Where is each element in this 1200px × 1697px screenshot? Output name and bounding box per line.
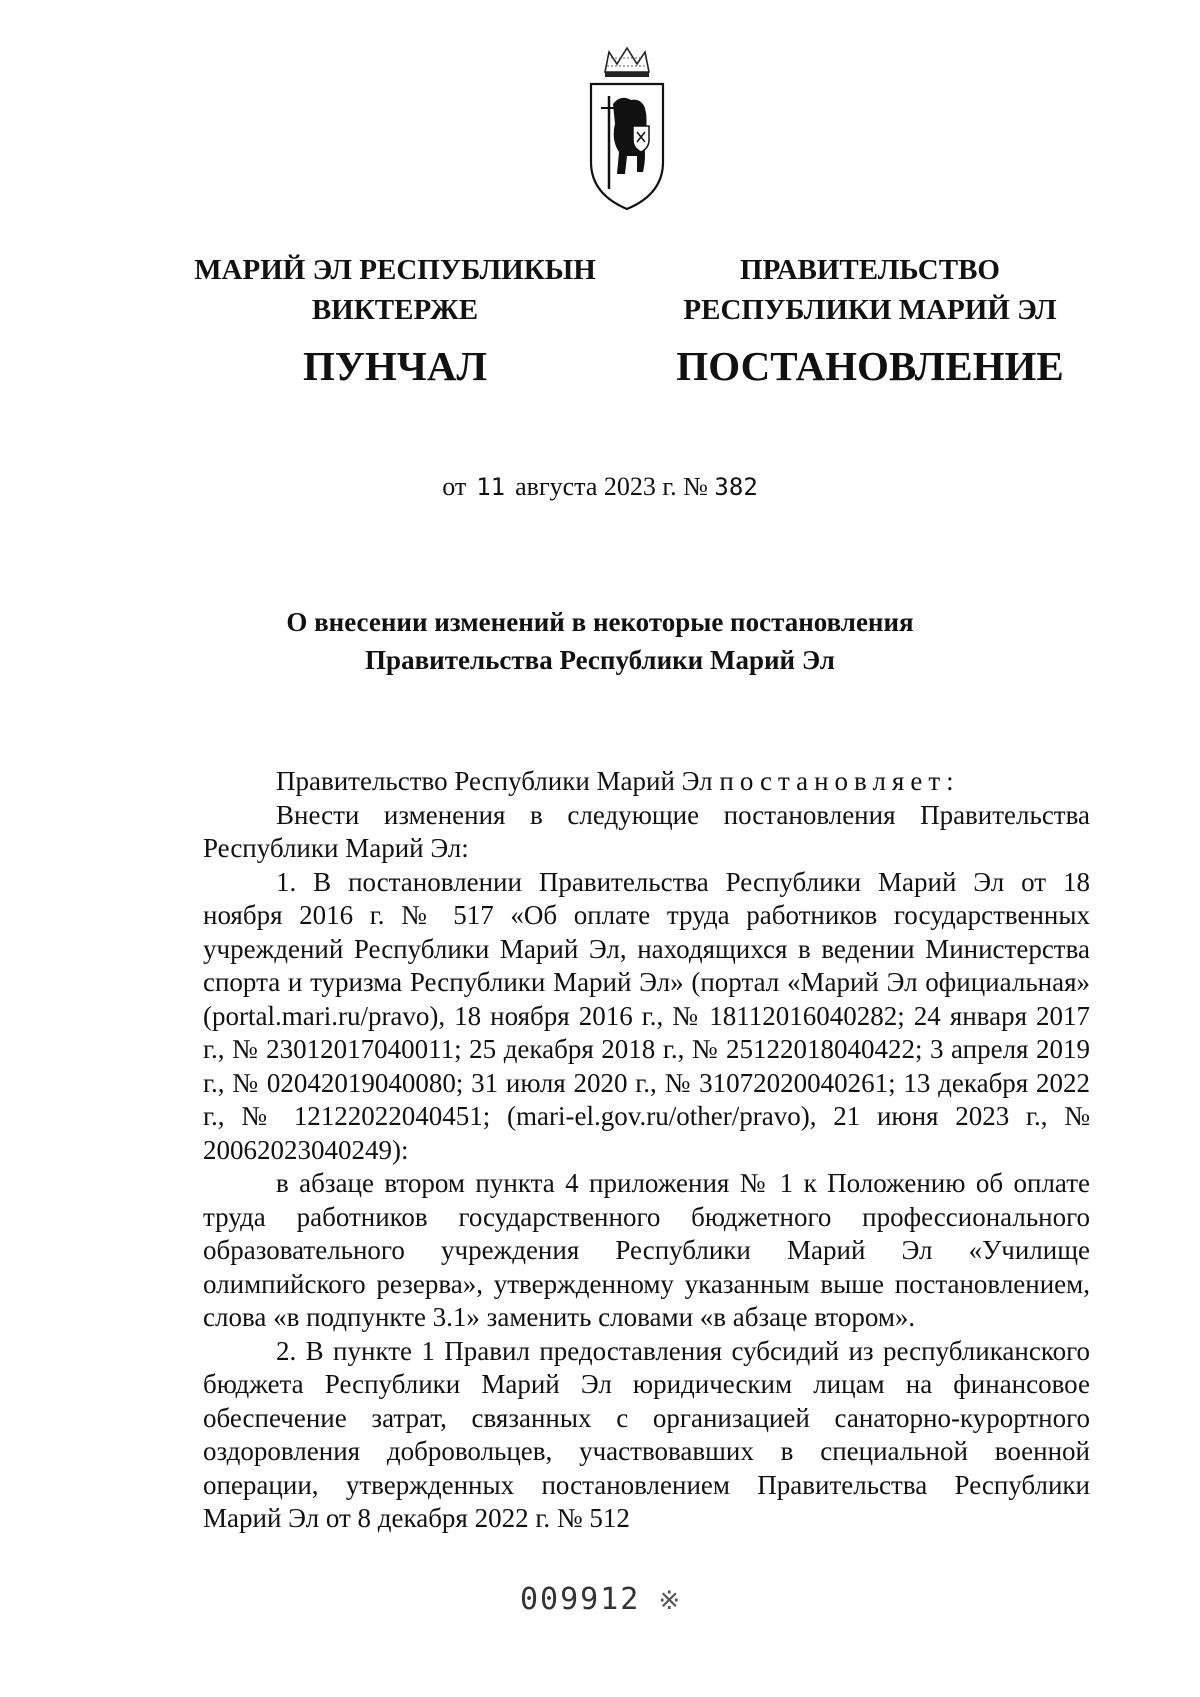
paragraph-intro: Внести изменения в следующие постановления Правительства Республики Марий Эл:: [203, 799, 1090, 863]
header-right-line1: ПРАВИТЕЛЬСТВО: [740, 254, 1000, 286]
coat-of-arms-emblem: [587, 44, 667, 214]
serial-mark-icon: ※: [658, 1586, 683, 1616]
preamble-text: Правительство Республики Марий Эл: [276, 766, 720, 796]
header-right-doc-type: ПОСТАНОВЛЕНИЕ: [676, 343, 1064, 389]
paragraph-item-1-change: в абзаце втором пункта 4 приложения № 1 к Положению об оплате труда работников государственного бюджетного профессионального образовательного учреждения Республики Марий Эл «Училище олимпийского резерва», утвержденному указанным выше постановлением, слова «в подпункте 3.1» заменить словами «в абзаце втором».: [203, 1168, 1090, 1332]
header-russian-block: [655, 250, 1085, 394]
header-left-line2: ВИКТЕРЖЕ: [311, 294, 479, 326]
paragraph-item-1: 1. В постановлении Правительства Республики Марий Эл от 18 ноября 2016 г. № 517 «Об оплате труда работников государственных учреждений Республики Марий Эл, находящихся в ведении Министерства спорта и туризма Республики Марий Эл» (портал «Марий Эл официальная» (portal.mari.ru/pravo), 18 ноября 2016 г., № 18112016040282; 24 января 2017 г., № 23012017040011; 25 декабря 2018 г., № 25122018040422; 3 апреля 2019 г., № 02042019040080; 31 июля 2020 г., № 31072020040261; 13 декабря 2022 г., № 12122022040451; (mari-el.gov.ru/other/pravo), 21 июня 2023 г., № 20062023040249):: [203, 866, 1090, 1165]
header-right-line2: РЕСПУБЛИКИ МАРИЙ ЭЛ: [683, 294, 1057, 326]
document-title: [200, 603, 1000, 679]
serial-number-stamp: [520, 1582, 682, 1617]
title-line2: Правительства Республики Марий Эл: [365, 645, 835, 675]
coat-of-arms-icon: [587, 44, 667, 214]
date-month-year: августа 2023 г. №: [515, 472, 708, 501]
serial-number: 009912: [520, 1582, 641, 1617]
paragraph-item-2: 2. В пункте 1 Правил предоставления субсидий из республиканского бюджета Республики Марий Эл юридическим лицам на финансовое обеспечение затрат, связанных с организацией санаторно-курортного оздоровления добровольцев, участвовавших в специальной военной операции, утвержденных постановлением Правительства Республики Марий Эл от 8 декабря 2022 г. № 512: [203, 1335, 1090, 1533]
date-day: 11: [476, 473, 506, 501]
preamble-keyword: постановляет:: [719, 766, 960, 796]
header-left-doc-type: ПУНЧАЛ: [302, 343, 488, 389]
document-body: [203, 765, 1090, 1536]
document-number: 382: [714, 473, 758, 501]
document-date-line: [0, 472, 1200, 502]
header-mari-block: [170, 250, 620, 394]
paragraph-preamble: [203, 765, 1090, 799]
header-left-line1: МАРИЙ ЭЛ РЕСПУБЛИКЫН: [194, 254, 596, 286]
title-line1: О внесении изменений в некоторые постановления: [286, 607, 914, 637]
date-prefix: от: [442, 472, 467, 501]
